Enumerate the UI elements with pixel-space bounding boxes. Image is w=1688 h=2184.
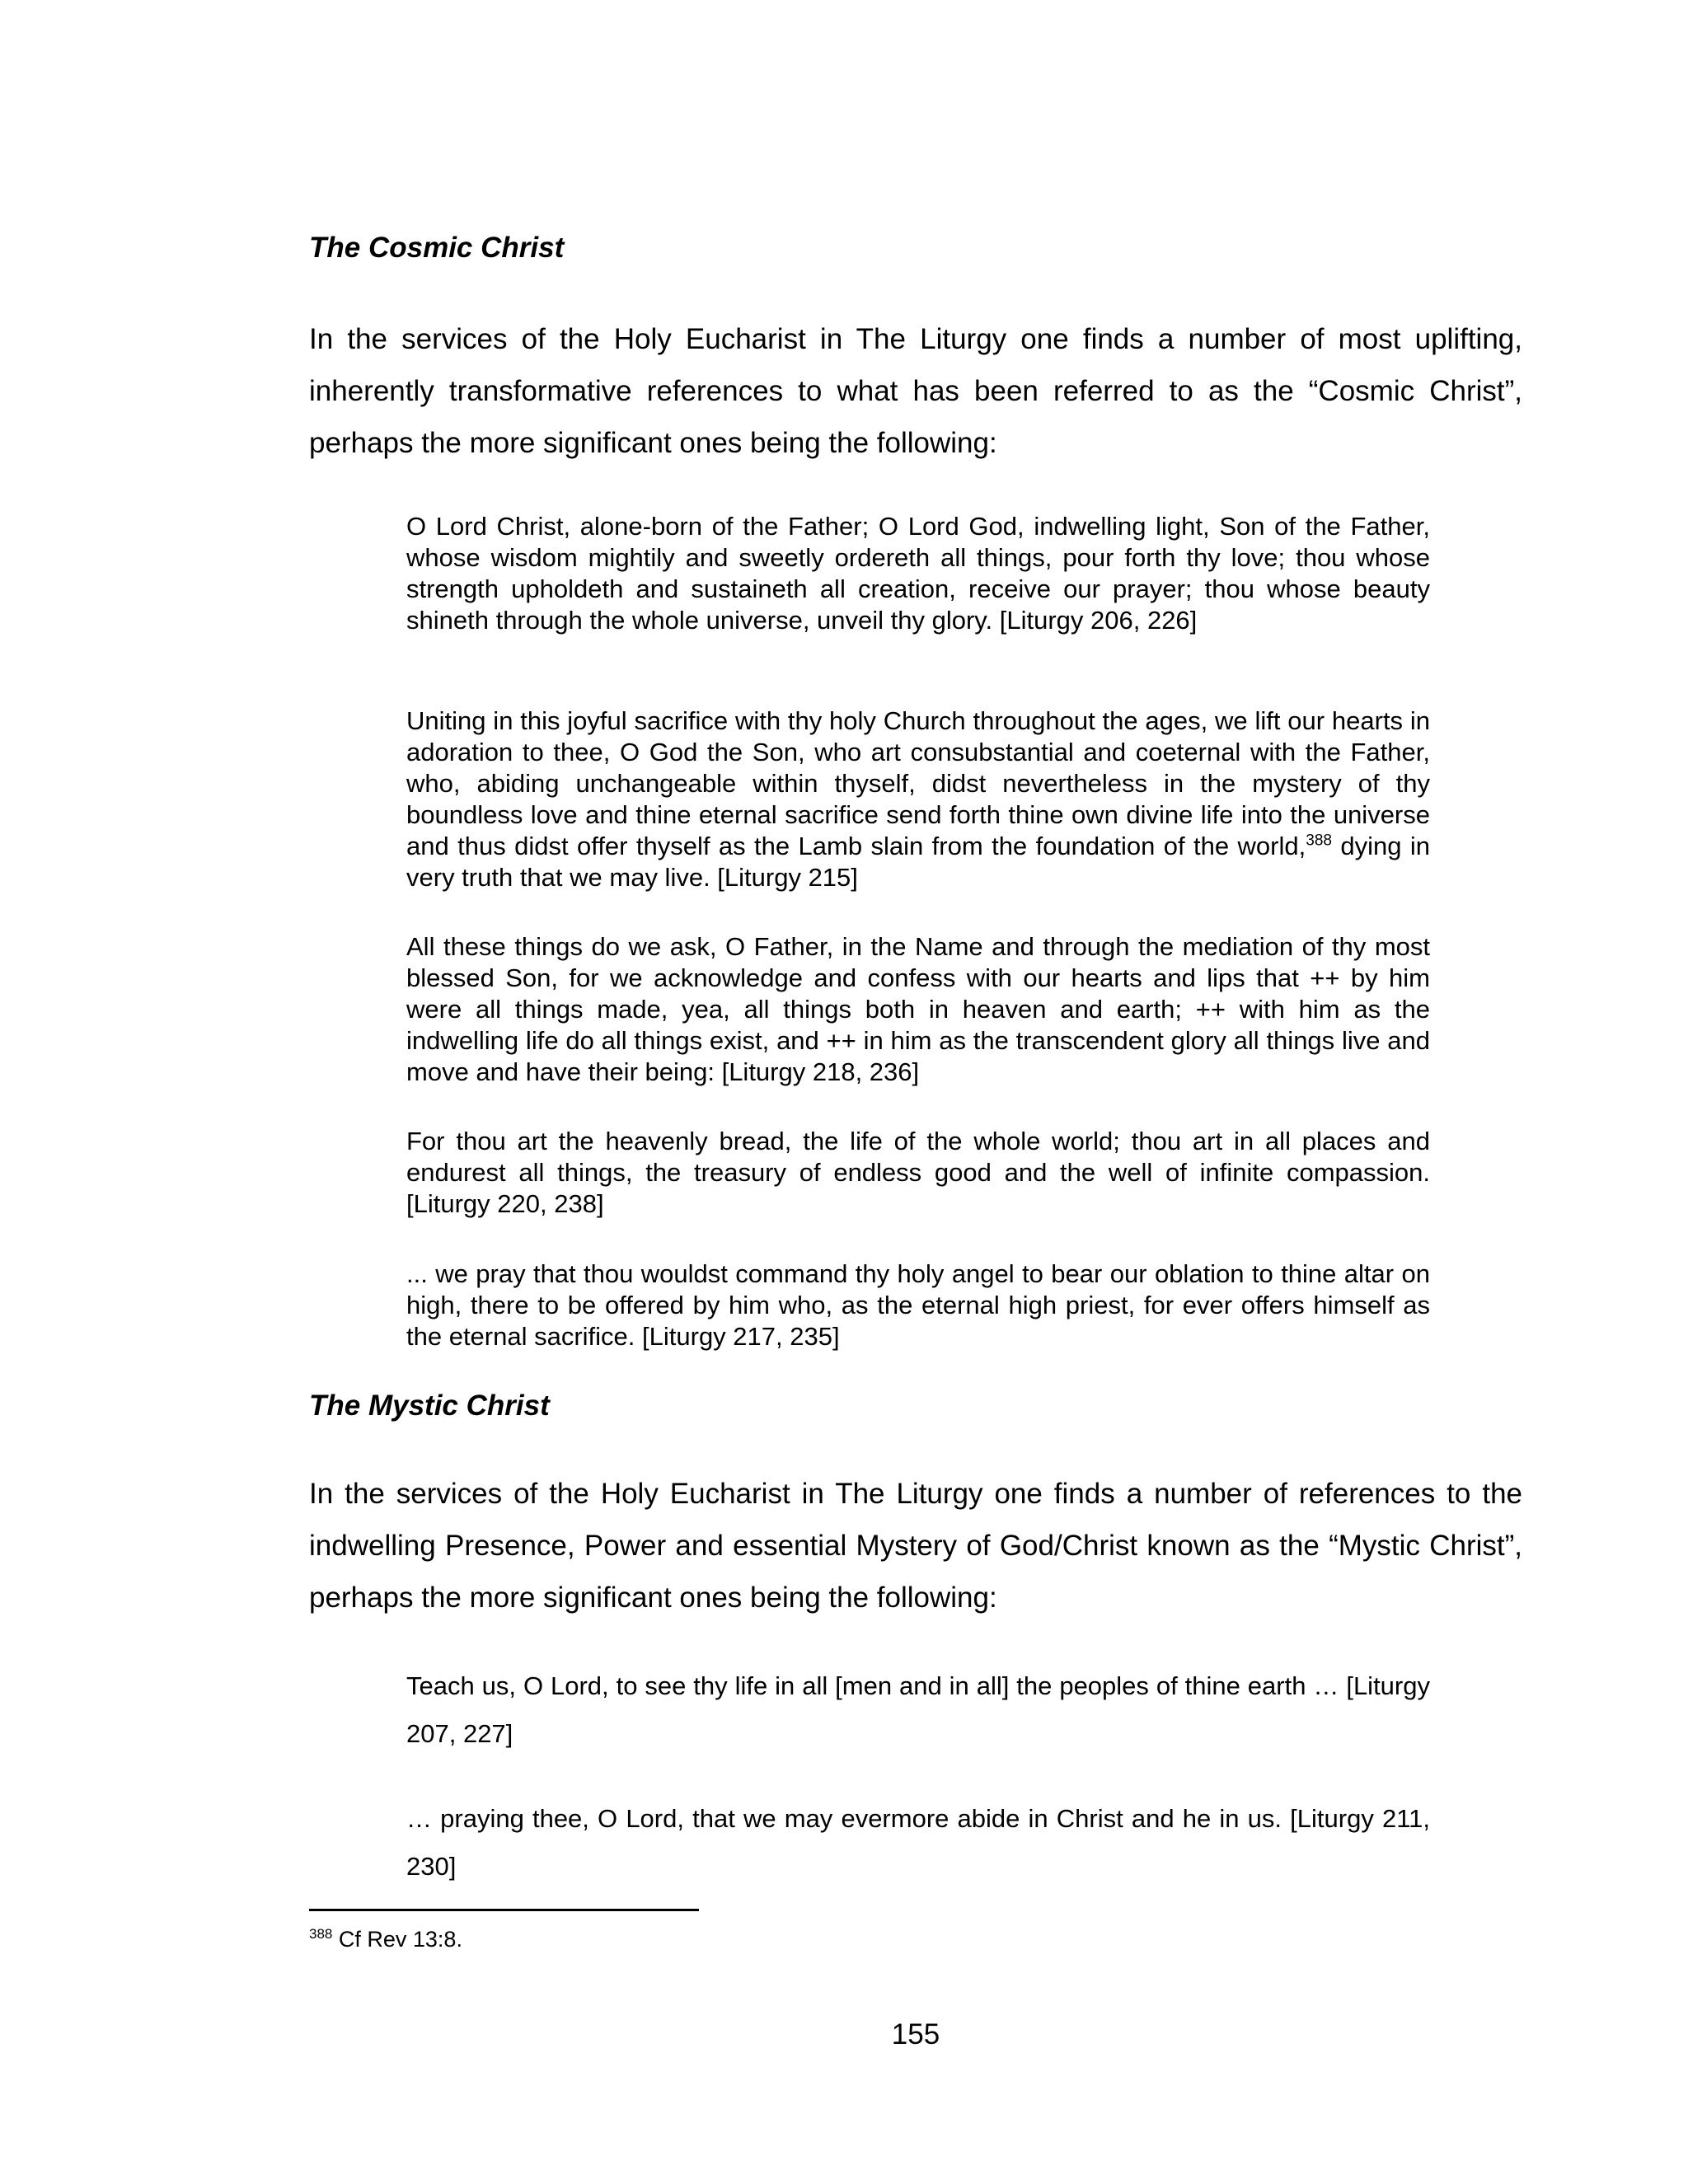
footnote-text: Cf Rev 13:8. (332, 1927, 462, 1952)
quote-block-5: ... we pray that thou wouldst command thy holy angel to bear our oblation to thine altar on high, there to be offered by him who, as the eternal high priest, for ever offers himself as the eternal sacrifice. [Liturgy 217, 235] (406, 1259, 1430, 1351)
section-heading-cosmic-christ: The Cosmic Christ (309, 232, 565, 264)
page-number: 155 (891, 2018, 940, 2050)
quote-text: dying in very truth that we may live. [Liturgy 215] (406, 832, 1431, 892)
footnote-separator (309, 1909, 699, 1911)
quote-block-2 (406, 705, 1430, 893)
quote-block-6: Teach us, O Lord, to see thy life in all [men and in all] the peoples of thine earth … [Liturgy 207, 227] (406, 1671, 1430, 1748)
quote-text: Uniting in this joyful sacrifice with thy holy Church throughout the ages, we lift our hearts in adoration to thee, O God the Son, who art consubstantial and coeternal with the Father, who, abiding unchangeable within thyself, didst nevertheless in the mystery of thy boundless love and thine eternal sacrifice send forth thine own divine life into the universe and thus didst offer thyself as the Lamb slain from the foundation of the world, (406, 706, 1430, 860)
quote-block-1: O Lord Christ, alone-born of the Father; O Lord God, indwelling light, Son of the Father, whose wisdom mightily and sweetly ordereth all things, pour forth thy love; thou whose strength upholdeth and sustaineth all creation, receive our prayer; thou whose beauty shineth through the whole universe, unveil thy glory. [Liturgy 206, 226] (406, 512, 1430, 635)
intro-paragraph-cosmic-christ: In the services of the Holy Eucharist in The Liturgy one finds a number of most uplifting, inherently transformative references to what has been referred to as the “Cosmic Christ”, perhaps the more significant ones being the following: (309, 323, 1522, 459)
quote-block-7: … praying thee, O Lord, that we may evermore abide in Christ and he in us. [Liturgy 211, 230] (406, 1804, 1430, 1881)
section-heading-mystic-christ: The Mystic Christ (309, 1390, 550, 1422)
footnote-reference: 388 (1306, 832, 1332, 850)
intro-paragraph-mystic-christ: In the services of the Holy Eucharist in The Liturgy one finds a number of references to the indwelling Presence, Power and essential Mystery of God/Christ known as the “Mystic Christ”, perhaps the more significant ones being the following: (309, 1478, 1522, 1614)
footnote (309, 1925, 462, 1953)
quote-block-4: For thou art the heavenly bread, the life of the whole world; thou art in all places and endurest all things, the treasury of endless good and the well of infinite compassion. [Liturgy 220, 238] (406, 1127, 1430, 1218)
quote-block-3: All these things do we ask, O Father, in the Name and through the mediation of thy most blessed Son, for we acknowledge and confess with our hearts and lips that ++ by him were all things made, yea, all things both in heaven and earth; ++ with him as the indwelling life do all things exist, and ++ in him as the transcendent glory all things live and move and have their being: [Liturgy 218, 236] (406, 932, 1430, 1086)
footnote-number: 388 (309, 1926, 333, 1942)
